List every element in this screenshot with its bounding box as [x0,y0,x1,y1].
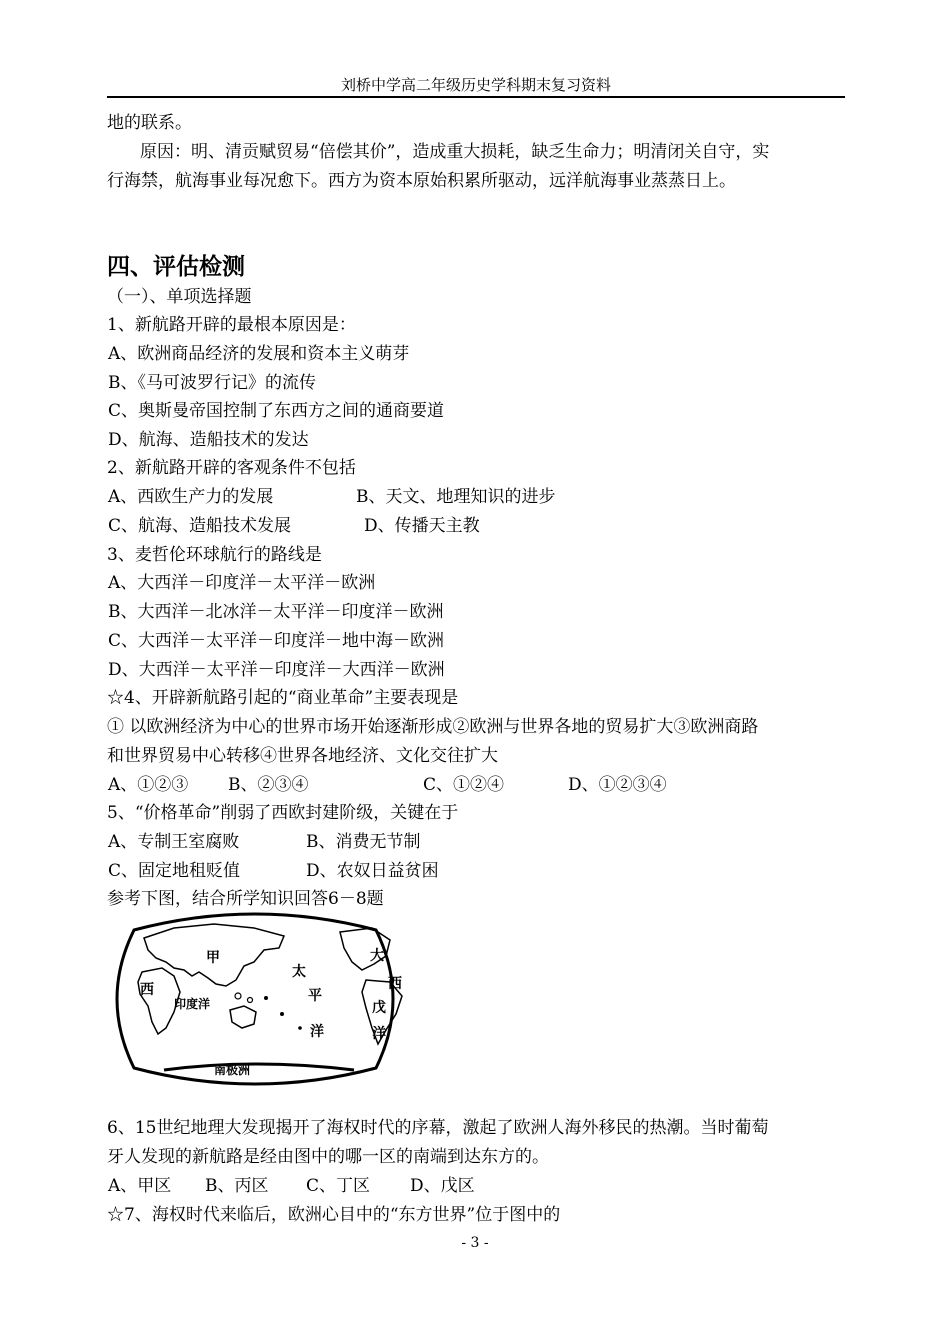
q2-option-a: A、西欧生产力的发展 [108,487,274,507]
q5-option-a: A、专制王室腐败 [108,832,240,852]
map-label-tai: 太 [292,964,306,980]
q4-stem: ☆4、开辟新航路引起的“商业革命”主要表现是 [107,688,459,708]
q1-option-a: A、欧洲商品经济的发展和资本主义萌芽 [108,344,410,364]
map-label-wu: 戊 [372,1000,386,1016]
world-map [104,910,406,1088]
intro-line-3: 行海禁，航海事业每况愈下。西方为资本原始积累所驱动，远洋航海事业蒸蒸日上。 [107,171,736,191]
q6-option-c: C、丁区 [306,1176,371,1196]
q1-option-c: C、奥斯曼帝国控制了东西方之间的通商要道 [108,401,445,421]
q3-option-b: B、大西洋－北冰洋－太平洋－印度洋－欧洲 [108,602,444,622]
map-label-ping: 平 [308,988,322,1004]
page-number: - 3 - [461,1235,489,1251]
q1-option-b: B、《马可波罗行记》的流传 [108,373,316,393]
q1-option-d: D、航海、造船技术的发达 [108,430,309,450]
map-frame [117,914,393,1084]
q1-stem: 1、新航路开辟的最根本原因是： [107,315,356,335]
q3-option-a: A、大西洋－印度洋－太平洋－欧洲 [108,573,376,593]
map-label-xi2: 西 [388,976,402,992]
q2-option-b: B、天文、地理知识的进步 [356,487,556,507]
map-label-antarctica: 南极洲 [214,1063,251,1077]
map-label-yang2: 洋 [372,1026,386,1042]
q2-option-c: C、航海、造船技术发展 [108,516,292,536]
landmass-australia [230,1006,256,1028]
q6-option-d: D、戊区 [410,1176,475,1196]
q4-option-b: B、②③④ [228,775,309,795]
intro-line-2: 原因：明、清贡赋贸易“倍偿其价”，造成重大损耗，缺乏生命力；明清闭关自守，实 [140,142,770,162]
map-label-indian-ocean: 印度洋 [174,997,211,1011]
q5-stem: 5、“价格革命”削弱了西欧封建阶级，关键在于 [107,803,459,823]
q4-option-a: A、①②③ [108,775,189,795]
q4-line-2: 和世界贸易中心转移④世界各地经济、文化交往扩大 [107,746,498,766]
q4-line-1: ① 以欧洲经济为中心的世界市场开始逐渐形成②欧洲与世界各地的贸易扩大③欧洲商路 [107,717,759,737]
map-label-da: 大 [370,948,384,964]
map-label-yang: 洋 [310,1024,324,1040]
subsection-title: （一）、单项选择题 [107,287,252,307]
landmass-antarctica [164,1064,354,1070]
q3-option-c: C、大西洋－太平洋－印度洋－地中海－欧洲 [108,631,445,651]
q5-option-c: C、固定地租贬值 [108,861,241,881]
q5-option-b: B、消费无节制 [306,832,421,852]
page-header: 刘桥中学高二年级历史学科期末复习资料 [107,74,845,98]
intro-line-1: 地的联系。 [107,113,192,133]
q7-stem: ☆7、海权时代来临后，欧洲心目中的“东方世界”位于图中的 [107,1205,561,1225]
map-intro: 参考下图，结合所学知识回答6－8题 [107,889,384,909]
q2-stem: 2、新航路开辟的客观条件不包括 [107,458,356,478]
section-title: 四、评估检测 [107,254,245,280]
q5-option-d: D、农奴日益贫困 [306,861,439,881]
q6-line-1: 6、15世纪地理大发现揭开了海权时代的序幕，激起了欧洲人海外移民的热潮。当时葡萄 [107,1118,769,1138]
q3-option-d: D、大西洋－太平洋－印度洋－大西洋－欧洲 [108,660,445,680]
q3-stem: 3、麦哲伦环球航行的路线是 [107,545,322,565]
q6-line-2: 牙人发现的新航路是经由图中的哪一区的南端到达东方的。 [107,1147,549,1167]
q6-option-a: A、甲区 [108,1176,172,1196]
q2-option-d: D、传播天主教 [364,516,480,536]
q4-option-d: D、①②③④ [568,775,667,795]
map-label-jia: 甲 [206,950,220,966]
q6-option-b: B、丙区 [205,1176,269,1196]
q4-option-c: C、①②④ [423,775,505,795]
map-label-xi: 西 [140,982,154,998]
